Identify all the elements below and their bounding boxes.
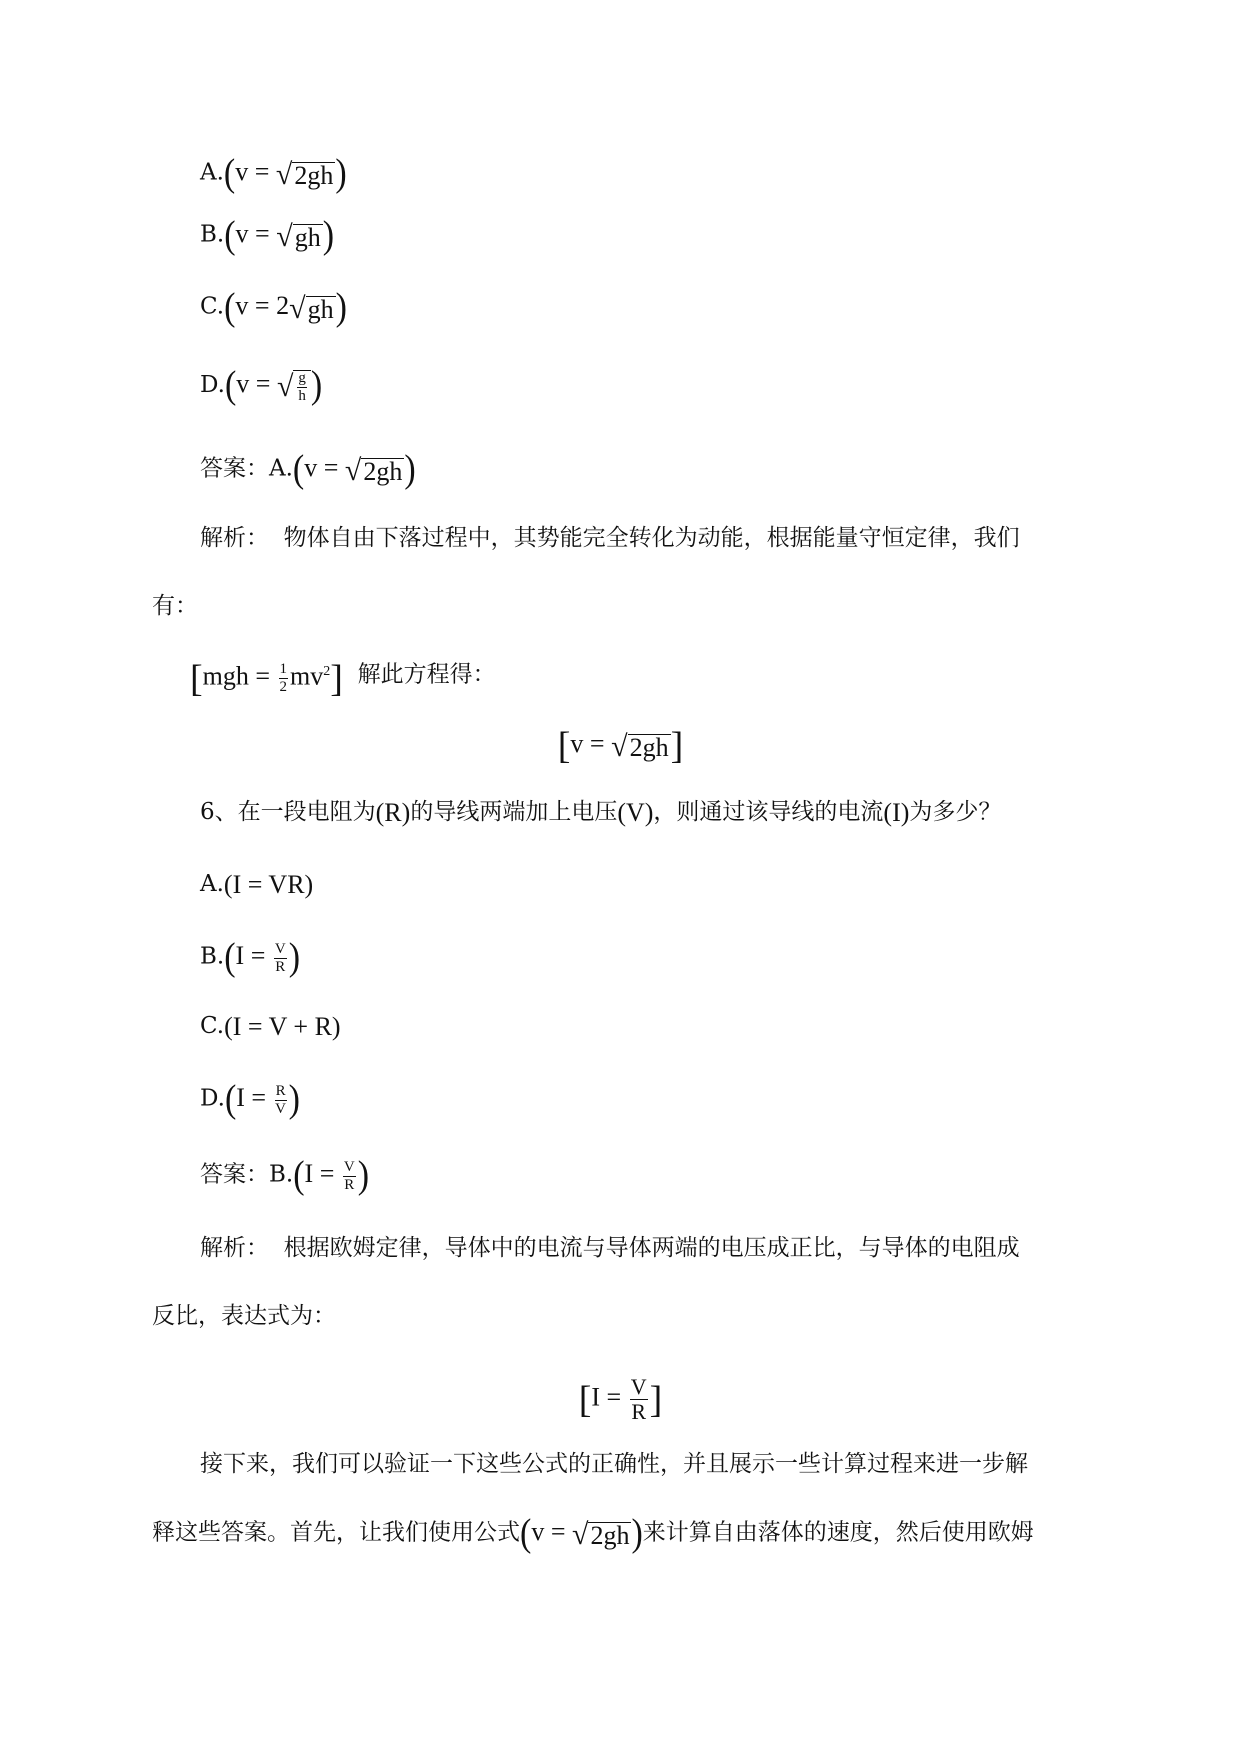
formula: [mgh = $\frac{1}{2}$ $mv^2$] [190, 657, 343, 700]
answer-label: 答案：B. [200, 1161, 294, 1188]
option-letter: B. [200, 943, 225, 970]
closing-line-1: 接下来，我们可以验证一下这些公式的正确性，并且展示一些计算过程来进一步解 [200, 1451, 1028, 1477]
option-letter: A. [200, 871, 224, 897]
closing-line-2 [152, 1512, 1034, 1555]
q5-option-c [200, 286, 347, 329]
question-end: 为多少？ [909, 799, 1002, 825]
q5-option-a [200, 152, 347, 195]
q5-analysis [200, 522, 1090, 554]
q5-option-b [200, 214, 335, 257]
q6-option-d [200, 1078, 300, 1121]
option-letter: D. [200, 1085, 225, 1112]
closing-start: 释这些答案。首先，让我们使用公式 [152, 1519, 520, 1546]
option-letter: A. [200, 159, 224, 186]
answer-label: 答案：A. [200, 455, 293, 482]
formula: (V) [617, 798, 654, 827]
formula: [v = √2gh] [557, 725, 684, 768]
formula: [I = $\frac{V}{R}$ ] [578, 1374, 663, 1424]
q6-analysis [200, 1232, 1090, 1264]
formula: (R) [375, 798, 411, 827]
q5-result [0, 725, 1241, 768]
q6-question [200, 796, 1001, 829]
formula: (I = $\frac{R}{V}$ ) [224, 1078, 300, 1121]
formula: (v = √2gh) [520, 1512, 643, 1555]
q6-analysis-cont: 反比，表达式为： [152, 1303, 336, 1329]
q6-option-c [200, 1010, 341, 1043]
question-start: 6、在一段电阻为 [200, 799, 376, 825]
solve-text: 解此方程得： [357, 661, 496, 688]
formula: (I) [883, 798, 910, 827]
q6-option-b [200, 936, 301, 979]
analysis-label: 解析： [200, 525, 269, 551]
q5-answer [200, 448, 416, 491]
q6-option-a [200, 868, 313, 901]
formula: (v = √gh) [224, 214, 335, 257]
formula: (v = √2gh) [223, 152, 347, 195]
analysis-text: 根据欧姆定律，导体中的电流与导体两端的电压成正比，与导体的电阻成 [283, 1235, 1020, 1261]
formula: (I = $\frac{V}{R}$ ) [293, 1154, 370, 1197]
option-letter: B. [200, 221, 225, 248]
formula: (v = √2gh) [292, 448, 416, 491]
question-mid2: ，则通过该导线的电流 [653, 799, 884, 825]
question-mid1: 的导线两端加上电压 [410, 799, 618, 825]
analysis-label: 解析： [200, 1235, 269, 1261]
option-letter: C. [200, 293, 225, 320]
q5-analysis-cont: 有： [152, 593, 198, 619]
closing-end: 来计算自由落体的速度，然后使用欧姆 [642, 1519, 1034, 1546]
q6-result [0, 1376, 1241, 1423]
q5-option-d [200, 364, 323, 407]
analysis-text: 物体自由下落过程中，其势能完全转化为动能，根据能量守恒定律，我们 [283, 525, 1020, 551]
formula: (I = V + R) [224, 1012, 341, 1041]
formula: (I = VR) [223, 870, 314, 899]
q6-answer [200, 1154, 370, 1197]
formula: (I = $\frac{V}{R}$ ) [224, 936, 301, 979]
option-letter: D. [200, 371, 225, 398]
energy-equation-line [190, 656, 496, 700]
formula: (v = √ $\frac{g}{h}$ ) [224, 364, 323, 407]
option-letter: C. [200, 1013, 225, 1039]
formula: (v = 2√gh) [224, 286, 347, 329]
